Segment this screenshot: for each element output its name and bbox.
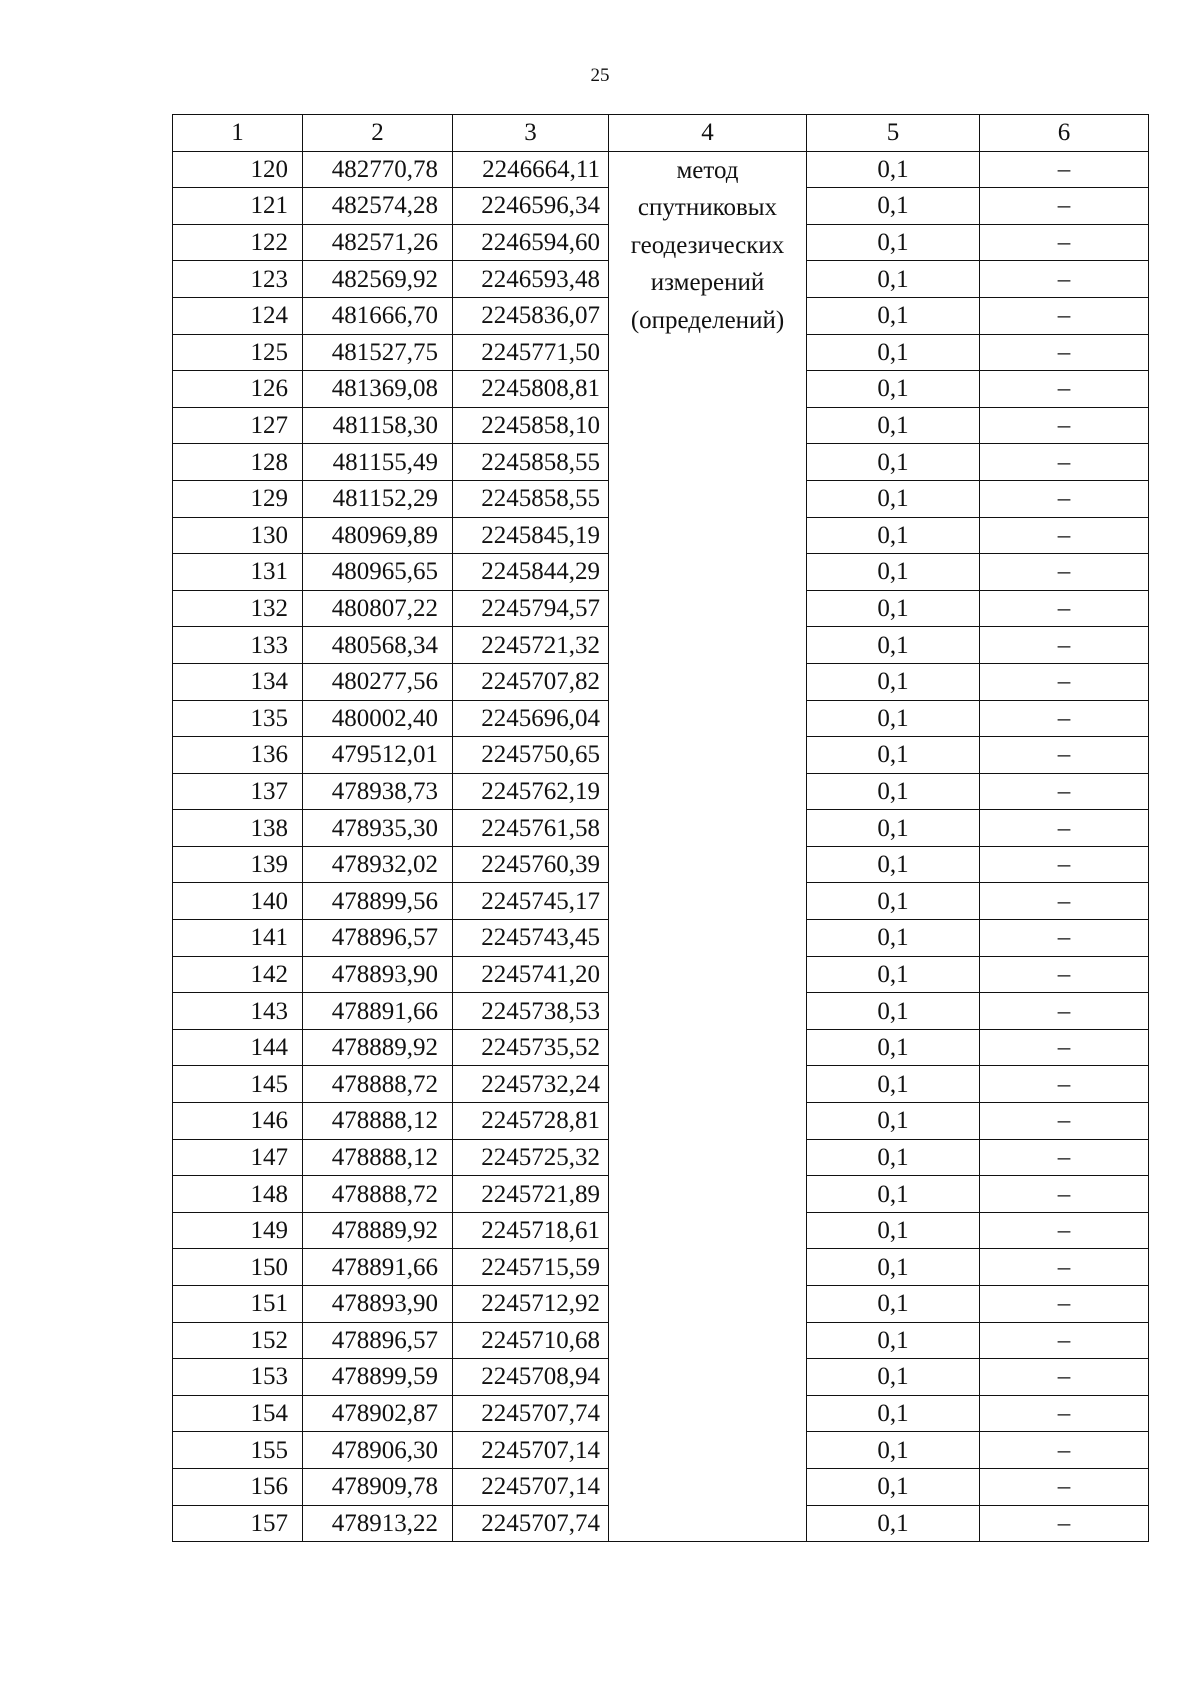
note-cell: – <box>980 188 1149 225</box>
y-coordinate-cell: 2245858,10 <box>453 407 609 444</box>
y-coordinate-cell: 2245836,07 <box>453 297 609 334</box>
note-cell: – <box>980 371 1149 408</box>
y-coordinate-cell: 2245858,55 <box>453 480 609 517</box>
point-number-cell: 143 <box>173 993 303 1030</box>
y-coordinate-cell: 2246593,48 <box>453 261 609 298</box>
x-coordinate-cell: 480002,40 <box>303 700 453 737</box>
y-coordinate-cell: 2245808,81 <box>453 371 609 408</box>
accuracy-cell: 0,1 <box>807 700 980 737</box>
accuracy-cell: 0,1 <box>807 1286 980 1323</box>
page-number: 25 <box>590 65 610 86</box>
accuracy-cell: 0,1 <box>807 517 980 554</box>
point-number-cell: 127 <box>173 407 303 444</box>
note-cell: – <box>980 517 1149 554</box>
accuracy-cell: 0,1 <box>807 846 980 883</box>
note-cell: – <box>980 1322 1149 1359</box>
accuracy-cell: 0,1 <box>807 1176 980 1213</box>
y-coordinate-cell: 2245735,52 <box>453 1029 609 1066</box>
table-row <box>173 151 1149 188</box>
point-number-cell: 128 <box>173 444 303 481</box>
note-cell: – <box>980 1249 1149 1286</box>
point-number-cell: 122 <box>173 224 303 261</box>
x-coordinate-cell: 480568,34 <box>303 627 453 664</box>
x-coordinate-cell: 478888,12 <box>303 1103 453 1140</box>
point-number-cell: 157 <box>173 1505 303 1542</box>
note-cell: – <box>980 334 1149 371</box>
y-coordinate-cell: 2245718,61 <box>453 1212 609 1249</box>
x-coordinate-cell: 478889,92 <box>303 1212 453 1249</box>
x-coordinate-cell: 482571,26 <box>303 224 453 261</box>
header-col-4: 4 <box>609 115 807 152</box>
note-cell: – <box>980 1176 1149 1213</box>
note-cell: – <box>980 554 1149 591</box>
point-number-cell: 141 <box>173 920 303 957</box>
x-coordinate-cell: 478913,22 <box>303 1505 453 1542</box>
y-coordinate-cell: 2245732,24 <box>453 1066 609 1103</box>
y-coordinate-cell: 2245844,29 <box>453 554 609 591</box>
y-coordinate-cell: 2245761,58 <box>453 810 609 847</box>
note-cell: – <box>980 846 1149 883</box>
point-number-cell: 138 <box>173 810 303 847</box>
x-coordinate-cell: 478896,57 <box>303 920 453 957</box>
note-cell: – <box>980 773 1149 810</box>
note-cell: – <box>980 1212 1149 1249</box>
point-number-cell: 139 <box>173 846 303 883</box>
point-number-cell: 130 <box>173 517 303 554</box>
point-number-cell: 125 <box>173 334 303 371</box>
point-number-cell: 136 <box>173 737 303 774</box>
x-coordinate-cell: 482574,28 <box>303 188 453 225</box>
y-coordinate-cell: 2245762,19 <box>453 773 609 810</box>
y-coordinate-cell: 2245721,89 <box>453 1176 609 1213</box>
point-number-cell: 137 <box>173 773 303 810</box>
x-coordinate-cell: 478888,72 <box>303 1066 453 1103</box>
point-number-cell: 135 <box>173 700 303 737</box>
accuracy-cell: 0,1 <box>807 810 980 847</box>
point-number-cell: 145 <box>173 1066 303 1103</box>
y-coordinate-cell: 2245771,50 <box>453 334 609 371</box>
point-number-cell: 154 <box>173 1395 303 1432</box>
accuracy-cell: 0,1 <box>807 1066 980 1103</box>
x-coordinate-cell: 481152,29 <box>303 480 453 517</box>
note-cell: – <box>980 700 1149 737</box>
x-coordinate-cell: 478899,56 <box>303 883 453 920</box>
y-coordinate-cell: 2245715,59 <box>453 1249 609 1286</box>
note-cell: – <box>980 224 1149 261</box>
point-number-cell: 134 <box>173 663 303 700</box>
x-coordinate-cell: 478889,92 <box>303 1029 453 1066</box>
y-coordinate-cell: 2245707,82 <box>453 663 609 700</box>
y-coordinate-cell: 2246596,34 <box>453 188 609 225</box>
accuracy-cell: 0,1 <box>807 1212 980 1249</box>
accuracy-cell: 0,1 <box>807 1249 980 1286</box>
accuracy-cell: 0,1 <box>807 1322 980 1359</box>
accuracy-cell: 0,1 <box>807 1359 980 1396</box>
accuracy-cell: 0,1 <box>807 1029 980 1066</box>
accuracy-cell: 0,1 <box>807 297 980 334</box>
y-coordinate-cell: 2245707,74 <box>453 1395 609 1432</box>
header-col-6: 6 <box>980 115 1149 152</box>
point-number-cell: 152 <box>173 1322 303 1359</box>
point-number-cell: 120 <box>173 151 303 188</box>
note-cell: – <box>980 883 1149 920</box>
x-coordinate-cell: 480965,65 <box>303 554 453 591</box>
x-coordinate-cell: 479512,01 <box>303 737 453 774</box>
accuracy-cell: 0,1 <box>807 444 980 481</box>
accuracy-cell: 0,1 <box>807 956 980 993</box>
accuracy-cell: 0,1 <box>807 920 980 957</box>
note-cell: – <box>980 1468 1149 1505</box>
y-coordinate-cell: 2245710,68 <box>453 1322 609 1359</box>
accuracy-cell: 0,1 <box>807 371 980 408</box>
y-coordinate-cell: 2245707,74 <box>453 1505 609 1542</box>
x-coordinate-cell: 478888,12 <box>303 1139 453 1176</box>
accuracy-cell: 0,1 <box>807 663 980 700</box>
x-coordinate-cell: 481369,08 <box>303 371 453 408</box>
x-coordinate-cell: 478938,73 <box>303 773 453 810</box>
method-line: измерений <box>650 269 765 297</box>
x-coordinate-cell: 478893,90 <box>303 1286 453 1323</box>
y-coordinate-cell: 2245741,20 <box>453 956 609 993</box>
x-coordinate-cell: 478906,30 <box>303 1432 453 1469</box>
x-coordinate-cell: 478932,02 <box>303 846 453 883</box>
accuracy-cell: 0,1 <box>807 188 980 225</box>
note-cell: – <box>980 1103 1149 1140</box>
note-cell: – <box>980 1432 1149 1469</box>
note-cell: – <box>980 993 1149 1030</box>
y-coordinate-cell: 2245708,94 <box>453 1359 609 1396</box>
point-number-cell: 124 <box>173 297 303 334</box>
y-coordinate-cell: 2245707,14 <box>453 1468 609 1505</box>
point-number-cell: 131 <box>173 554 303 591</box>
note-cell: – <box>980 297 1149 334</box>
point-number-cell: 142 <box>173 956 303 993</box>
x-coordinate-cell: 478935,30 <box>303 810 453 847</box>
accuracy-cell: 0,1 <box>807 1103 980 1140</box>
x-coordinate-cell: 478899,59 <box>303 1359 453 1396</box>
x-coordinate-cell: 478888,72 <box>303 1176 453 1213</box>
x-coordinate-cell: 478909,78 <box>303 1468 453 1505</box>
accuracy-cell: 0,1 <box>807 1139 980 1176</box>
method-line: геодезических <box>630 231 785 259</box>
method-line: (определений) <box>630 306 785 334</box>
note-cell: – <box>980 627 1149 664</box>
y-coordinate-cell: 2245845,19 <box>453 517 609 554</box>
y-coordinate-cell: 2246594,60 <box>453 224 609 261</box>
note-cell: – <box>980 737 1149 774</box>
point-number-cell: 150 <box>173 1249 303 1286</box>
y-coordinate-cell: 2245760,39 <box>453 846 609 883</box>
header-col-1: 1 <box>173 115 303 152</box>
accuracy-cell: 0,1 <box>807 1468 980 1505</box>
x-coordinate-cell: 480807,22 <box>303 590 453 627</box>
accuracy-cell: 0,1 <box>807 334 980 371</box>
x-coordinate-cell: 481666,70 <box>303 297 453 334</box>
point-number-cell: 151 <box>173 1286 303 1323</box>
header-col-2: 2 <box>303 115 453 152</box>
note-cell: – <box>980 956 1149 993</box>
x-coordinate-cell: 482569,92 <box>303 261 453 298</box>
header-col-3: 3 <box>453 115 609 152</box>
note-cell: – <box>980 1029 1149 1066</box>
method-cell <box>609 151 807 1542</box>
note-cell: – <box>980 810 1149 847</box>
y-coordinate-cell: 2245721,32 <box>453 627 609 664</box>
note-cell: – <box>980 1359 1149 1396</box>
table-header-row <box>173 115 1149 152</box>
note-cell: – <box>980 1286 1149 1323</box>
note-cell: – <box>980 590 1149 627</box>
y-coordinate-cell: 2245707,14 <box>453 1432 609 1469</box>
point-number-cell: 126 <box>173 371 303 408</box>
x-coordinate-cell: 478891,66 <box>303 1249 453 1286</box>
y-coordinate-cell: 2245750,65 <box>453 737 609 774</box>
point-number-cell: 146 <box>173 1103 303 1140</box>
accuracy-cell: 0,1 <box>807 261 980 298</box>
note-cell: – <box>980 1395 1149 1432</box>
accuracy-cell: 0,1 <box>807 737 980 774</box>
accuracy-cell: 0,1 <box>807 590 980 627</box>
x-coordinate-cell: 478891,66 <box>303 993 453 1030</box>
header-col-5: 5 <box>807 115 980 152</box>
y-coordinate-cell: 2245712,92 <box>453 1286 609 1323</box>
accuracy-cell: 0,1 <box>807 151 980 188</box>
note-cell: – <box>980 151 1149 188</box>
note-cell: – <box>980 407 1149 444</box>
accuracy-cell: 0,1 <box>807 883 980 920</box>
y-coordinate-cell: 2245725,32 <box>453 1139 609 1176</box>
note-cell: – <box>980 1066 1149 1103</box>
x-coordinate-cell: 478896,57 <box>303 1322 453 1359</box>
accuracy-cell: 0,1 <box>807 224 980 261</box>
accuracy-cell: 0,1 <box>807 407 980 444</box>
x-coordinate-cell: 480277,56 <box>303 663 453 700</box>
point-number-cell: 129 <box>173 480 303 517</box>
point-number-cell: 121 <box>173 188 303 225</box>
point-number-cell: 155 <box>173 1432 303 1469</box>
accuracy-cell: 0,1 <box>807 627 980 664</box>
accuracy-cell: 0,1 <box>807 1395 980 1432</box>
point-number-cell: 144 <box>173 1029 303 1066</box>
point-number-cell: 148 <box>173 1176 303 1213</box>
method-line: спутниковых <box>637 194 778 222</box>
point-number-cell: 156 <box>173 1468 303 1505</box>
table-body <box>173 151 1149 1542</box>
point-number-cell: 149 <box>173 1212 303 1249</box>
x-coordinate-cell: 481527,75 <box>303 334 453 371</box>
y-coordinate-cell: 2245738,53 <box>453 993 609 1030</box>
x-coordinate-cell: 481158,30 <box>303 407 453 444</box>
note-cell: – <box>980 663 1149 700</box>
x-coordinate-cell: 481155,49 <box>303 444 453 481</box>
method-line: метод <box>676 156 739 184</box>
point-number-cell: 153 <box>173 1359 303 1396</box>
note-cell: – <box>980 1505 1149 1542</box>
accuracy-cell: 0,1 <box>807 1432 980 1469</box>
point-number-cell: 133 <box>173 627 303 664</box>
note-cell: – <box>980 1139 1149 1176</box>
y-coordinate-cell: 2245745,17 <box>453 883 609 920</box>
point-number-cell: 123 <box>173 261 303 298</box>
y-coordinate-cell: 2245794,57 <box>453 590 609 627</box>
accuracy-cell: 0,1 <box>807 993 980 1030</box>
point-number-cell: 132 <box>173 590 303 627</box>
point-number-cell: 147 <box>173 1139 303 1176</box>
coordinates-table <box>172 114 1149 1542</box>
y-coordinate-cell: 2245743,45 <box>453 920 609 957</box>
note-cell: – <box>980 261 1149 298</box>
y-coordinate-cell: 2245728,81 <box>453 1103 609 1140</box>
x-coordinate-cell: 478893,90 <box>303 956 453 993</box>
note-cell: – <box>980 444 1149 481</box>
x-coordinate-cell: 480969,89 <box>303 517 453 554</box>
x-coordinate-cell: 478902,87 <box>303 1395 453 1432</box>
accuracy-cell: 0,1 <box>807 480 980 517</box>
accuracy-cell: 0,1 <box>807 773 980 810</box>
note-cell: – <box>980 480 1149 517</box>
y-coordinate-cell: 2246664,11 <box>453 151 609 188</box>
accuracy-cell: 0,1 <box>807 1505 980 1542</box>
accuracy-cell: 0,1 <box>807 554 980 591</box>
point-number-cell: 140 <box>173 883 303 920</box>
y-coordinate-cell: 2245696,04 <box>453 700 609 737</box>
y-coordinate-cell: 2245858,55 <box>453 444 609 481</box>
x-coordinate-cell: 482770,78 <box>303 151 453 188</box>
note-cell: – <box>980 920 1149 957</box>
